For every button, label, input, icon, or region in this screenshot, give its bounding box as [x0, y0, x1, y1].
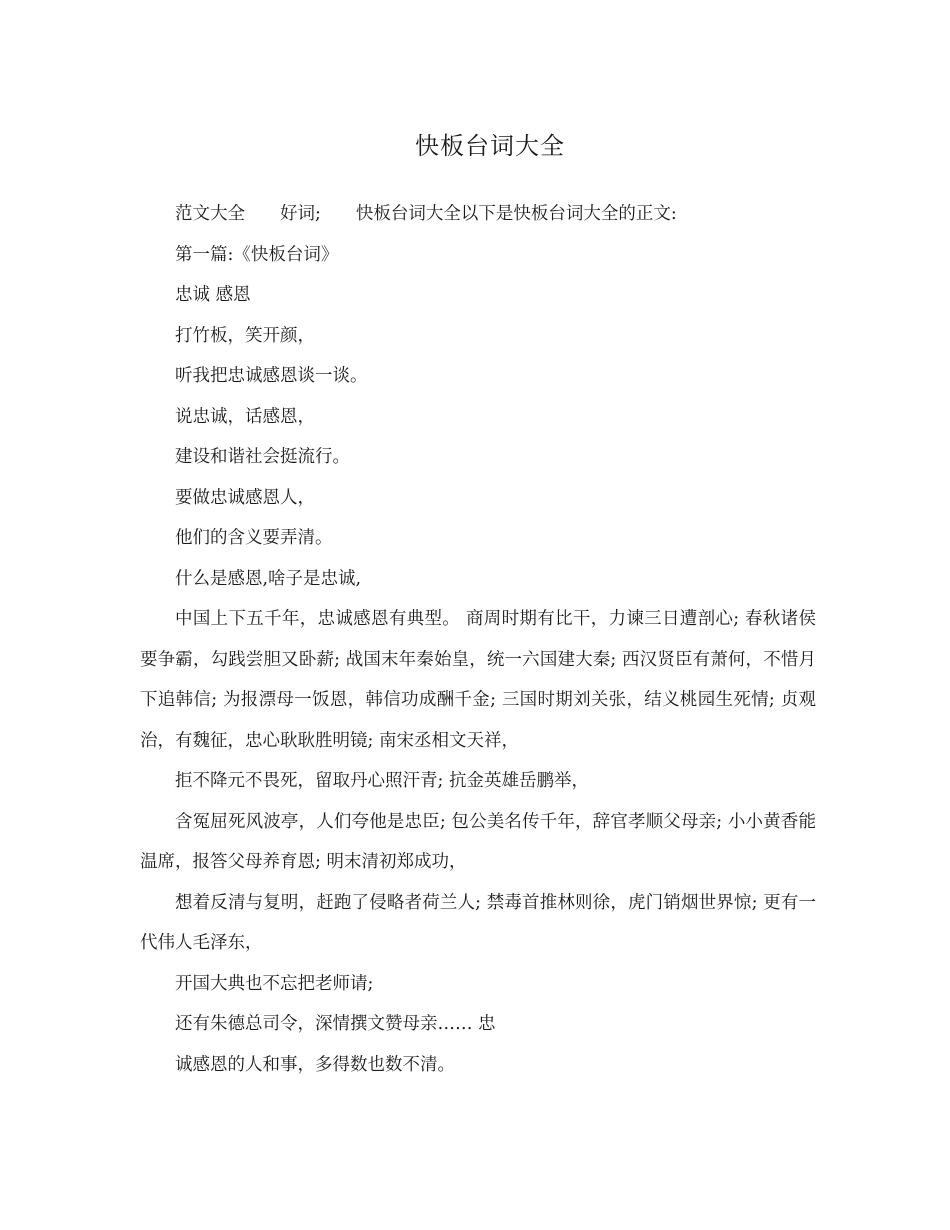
body-paragraph: 中国上下五千年，忠诚感恩有典型。 商周时期有比干，力谏三日遭剖心; 春秋诸侯要争霸，勾践尝胆又卧薪; 战国末年秦始皇，统一六国建大秦; 西汉贤臣有萧何，不惜月下追韩信; 为报漂母一饭恩，韩信功成酬千金; 三国时期刘关张，结义桃园生死情; 贞观治，有魏征，忠心耿耿胜明镜; 南宋丞相文天祥， — [140, 609, 816, 751]
document-title: 快板台词大全 — [415, 132, 565, 160]
verse-line: 建设和谐社会挺流行。 — [175, 447, 350, 467]
verse-line: 还有朱德总司令，深情撰文赞母亲…… 忠 — [175, 1014, 496, 1034]
chapter-heading: 第一篇:《快板台词》 — [175, 244, 339, 265]
body-paragraph: 想着反清与复明，赶跑了侵略者荷兰人; 禁毒首推林则徐，虎门销烟世界惊; 更有一代伟人毛泽东， — [140, 892, 816, 953]
section-heading: 忠诚 感恩 — [175, 285, 251, 305]
verse-line: 诚感恩的人和事，多得数也数不清。 — [175, 1054, 455, 1075]
verse-line: 他们的含义要弄清。 — [175, 528, 333, 548]
intro-paragraph: 范文大全 好词; 快板台词大全以下是快板台词大全的正文: — [175, 204, 677, 224]
verse-line: 要做忠诚感恩人， — [175, 487, 315, 508]
verse-line: 拒不降元不畏死，留取丹心照汗青; 抗金英雄岳鹏举， — [175, 771, 589, 791]
document-body — [140, 194, 816, 1085]
verse-line: 听我把忠诚感恩谈一谈。 — [175, 366, 368, 386]
verse-line: 什么是感恩,啥子是忠诚, — [175, 568, 362, 589]
verse-line: 说忠诚，话感恩， — [175, 406, 315, 427]
body-paragraph: 含冤屈死风波亭，人们夸他是忠臣; 包公美名传千年，辞官孝顺父母亲; 小小黄香能温席，报答父母养育恩; 明末清初郑成功， — [140, 811, 816, 872]
verse-line: 开国大典也不忘把老师请; — [175, 973, 374, 994]
verse-line: 打竹板，笑开颜， — [175, 325, 315, 346]
